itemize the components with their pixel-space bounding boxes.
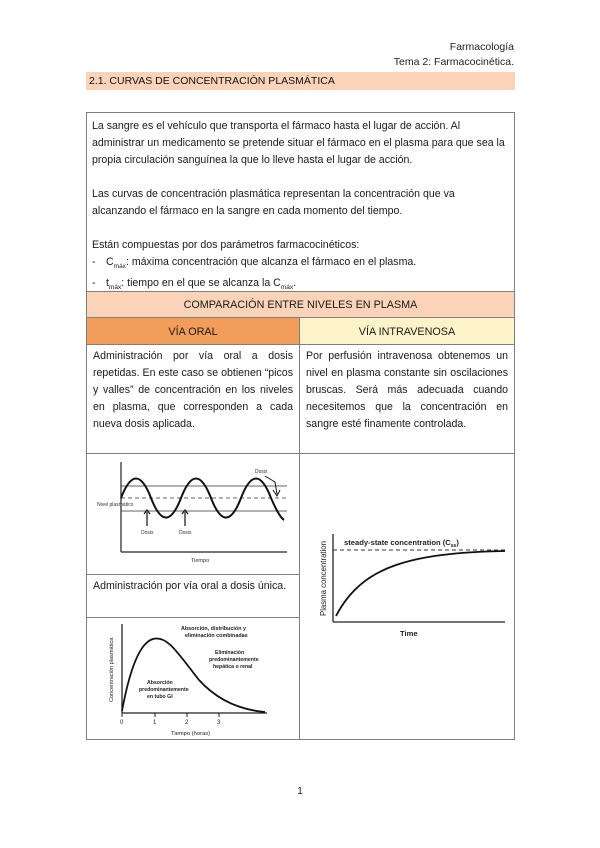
- single-tick-0: 0: [120, 720, 124, 726]
- header-subject: Farmacología: [449, 41, 514, 53]
- iv-steady-state-end: ): [456, 538, 459, 547]
- page-number: 1: [297, 786, 303, 797]
- single-tick-2: 2: [185, 720, 189, 726]
- oral-single-text: Administración por vía oral a dosis única.: [86, 574, 300, 618]
- intro-box: [86, 112, 515, 292]
- iv-ylabel: Plasma concentration: [319, 541, 328, 616]
- param-item-cmax: - $C_{máx}$: máxima concentración que alcanza el fármaco en el plasma.: [92, 256, 417, 271]
- figure-single-dose: [86, 617, 300, 740]
- single-tick-3: 3: [217, 720, 221, 726]
- intro-paragraph-1: La sangre es el vehículo que transporta el fármaco hasta el lugar de acción. Al administrar un medicamento se pretende situar el fármaco en el plasma para que sea la propia circulación sanguínea la que lo lleve hasta el lugar de acción.: [92, 120, 505, 166]
- column-header-iv: VÍA INTRAVENOSA: [299, 317, 515, 345]
- annotation-combined: Absorción, distribución y eliminación combinadas: [181, 626, 248, 639]
- iv-steady-state-sub: ss: [450, 543, 457, 549]
- annotation-absorption: Absorción predominantemente en tubo GI: [139, 680, 189, 700]
- single-ylabel: Concentración plasmática: [109, 637, 115, 702]
- dose-mark-1: Dosis: [141, 530, 154, 536]
- iv-xlabel: Time: [400, 629, 418, 638]
- figure-iv-steady-state: [299, 453, 515, 740]
- svg-text:steady-state concentration (Cs: [344, 538, 459, 549]
- figure-repeated-doses: [86, 453, 300, 575]
- repeated-ylabel: Nivel plasmático: [97, 502, 134, 508]
- intro-paragraph-2: Las curvas de concentración plasmática representan la concentración que va alcanzando el fármaco en la sangre en cada momento del tiempo.: [92, 188, 455, 217]
- single-xlabel: Tiempo (horas): [171, 731, 211, 737]
- iv-steady-state-label: steady-state concentration (C: [344, 538, 451, 547]
- dose-mark-2: Dosis: [179, 530, 192, 536]
- repeated-xlabel: Tiempo: [191, 558, 210, 564]
- oral-repeated-text: Administración por vía oral a dosis repetidas. En este caso se obtienen “picos y valles” de concentración en los niveles en plasma, que corresponden a cada nueva dosis aplicada.: [86, 344, 300, 454]
- intro-paragraph-3: Están compuestas por dos parámetros farmacocinéticos:: [92, 239, 360, 251]
- single-dose-plot: [87, 618, 299, 739]
- column-header-oral: VÍA ORAL: [86, 317, 300, 345]
- iv-text: Por perfusión intravenosa obtenemos un nivel en plasma constante sin oscilaciones bruscas. Será más adecuada cuando necesitemos que la concentración en sangre esté finamente controlada.: [299, 344, 515, 454]
- page-header: [394, 40, 514, 70]
- repeated-doses-plot: [87, 454, 299, 574]
- section-title: 2.1. CURVAS DE CONCENTRACIÓN PLASMÁTICA: [86, 72, 515, 90]
- comparison-title: COMPARACIÓN ENTRE NIVELES EN PLASMA: [86, 291, 515, 318]
- annotation-elimination: Eliminación predominantemente hepática o renal: [209, 650, 259, 670]
- dose-label-top: Dosis: [255, 469, 268, 475]
- header-topic: Tema 2: Farmacocinética.: [393, 56, 514, 68]
- single-tick-1: 1: [153, 720, 157, 726]
- param-item-tmax: - $t_{máx}$: tiempo en el que se alcanza la $C_{máx}$.: [92, 277, 297, 292]
- iv-steady-state-plot: [300, 454, 514, 739]
